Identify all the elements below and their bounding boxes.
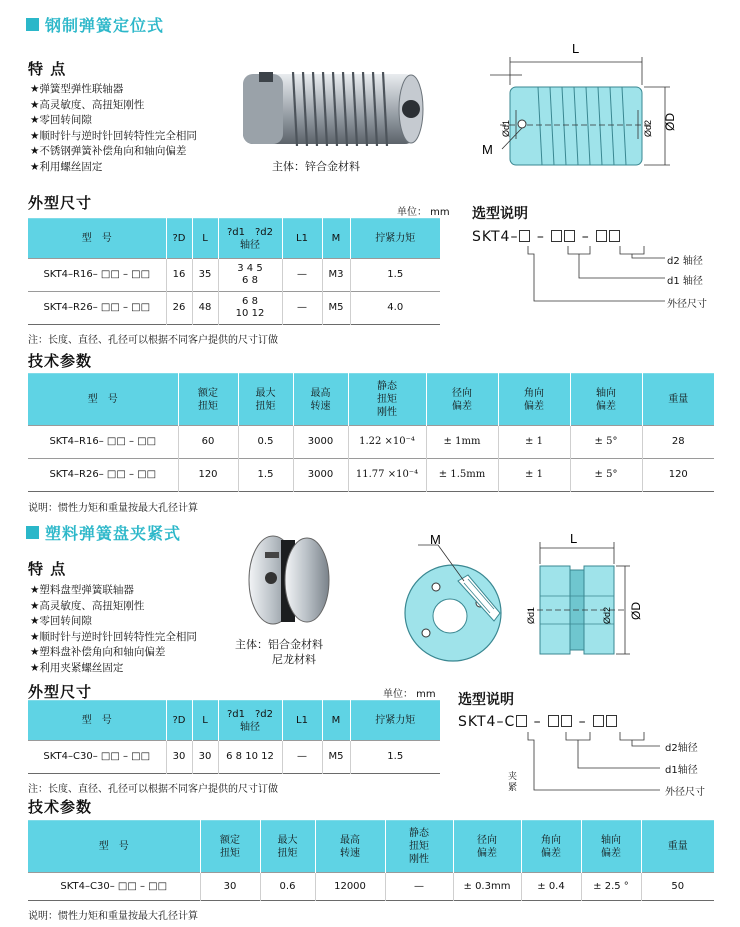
section1-selection-title: 选型说明 <box>472 206 528 222</box>
code-box <box>609 230 620 242</box>
code-box <box>564 230 575 242</box>
col-header: ?D <box>166 701 192 741</box>
selection-label-d1: d1 轴径 <box>667 276 703 287</box>
col-header: L <box>192 219 218 259</box>
section2-front-view-drawing <box>398 533 508 665</box>
section2-tech-title: 技术参数 <box>28 798 93 816</box>
disc-coupling-photo <box>245 530 335 630</box>
col-header: ?d1 ?d2 轴径 <box>218 701 282 741</box>
selection-label-od: 外径尺寸 <box>667 299 707 310</box>
col-header: 型 号 <box>28 701 166 741</box>
col-header: 径向 偏差 <box>426 374 498 426</box>
col-header: L1 <box>282 219 322 259</box>
col-header: 静态 扭矩 刚性 <box>348 374 426 426</box>
section1-tech-table <box>28 373 714 492</box>
section2-side-view-drawing <box>512 530 652 670</box>
section2-selection-code: SKT4–C – – <box>458 714 618 730</box>
feature-item: ★高灵敏度、高扭矩刚性 <box>30 98 145 111</box>
section2-dimension-title: 外型尺寸 <box>28 683 93 701</box>
col-header: 额定 扭矩 <box>178 374 238 426</box>
col-header: 最大 扭矩 <box>260 821 315 873</box>
feature-item: ★零回转间隙 <box>30 114 92 126</box>
section1-dimension-title: 外型尺寸 <box>28 194 93 212</box>
dimension-L-label: L <box>570 531 578 546</box>
dimension-D-label: ØD <box>629 602 643 620</box>
section2-dimension-note: 注：长度、直径、孔径可以根据不同客户提供的尺寸订做 <box>28 784 278 795</box>
table-row: SKT4–C30– □□ – □□ 30 0.6 12000 — ± 0.3mm ± 0.4 ± 2.5 ° 50 <box>28 873 714 901</box>
section1-features-list <box>30 82 197 175</box>
code-box <box>596 230 607 242</box>
code-box <box>606 715 617 727</box>
col-header: 静态 扭矩 刚性 <box>385 821 453 873</box>
feature-item: ★利用螺丝固定 <box>30 160 103 173</box>
col-header: 角向 偏差 <box>521 821 581 873</box>
feature-item: ★利用夹紧螺丝固定 <box>30 661 124 674</box>
feature-item: ★顺时针与逆时针回转特性完全相同 <box>30 630 197 643</box>
selection-label-clamp: 夹 紧 <box>508 772 518 793</box>
section1-tech-note: 说明：惯性力矩和重量按最大孔径计算 <box>28 503 198 514</box>
col-header: ?d1 ?d2 轴径 <box>218 219 282 259</box>
col-header: 轴向 偏差 <box>570 374 642 426</box>
selection-label-od: 外径尺寸 <box>665 787 705 798</box>
col-header: L <box>192 701 218 741</box>
col-header: 角向 偏差 <box>498 374 570 426</box>
col-header: 径向 偏差 <box>453 821 521 873</box>
section2-tech-note: 说明：惯性力矩和重量按最大孔径计算 <box>28 911 198 922</box>
feature-item: ★高灵敏度、高扭矩刚性 <box>30 599 145 612</box>
col-header: 拧紧力矩 <box>350 219 440 259</box>
section2-selection-title: 选型说明 <box>458 692 514 708</box>
code-box <box>519 230 530 242</box>
col-header: M <box>322 219 350 259</box>
col-header: 重量 <box>642 374 714 426</box>
section2-dimension-table <box>28 700 440 774</box>
square-bullet-icon <box>26 18 39 31</box>
dimension-d1-label: Ød1 <box>526 606 536 624</box>
section1-unit: 单位： mm <box>397 207 450 218</box>
section1-selection-code: SKT4– – – <box>472 229 621 245</box>
feature-item: ★弹簧型弹性联轴器 <box>30 83 124 95</box>
code-box <box>551 230 562 242</box>
code-box <box>561 715 572 727</box>
col-header: 型 号 <box>28 219 166 259</box>
section2-features-title: 特 点 <box>28 560 67 578</box>
section1-tech-title: 技术参数 <box>28 352 93 370</box>
col-header: 型 号 <box>28 374 178 426</box>
spring-coupling-photo <box>235 52 425 157</box>
selection-label-d1: d1轴径 <box>665 765 698 776</box>
table-row: SKT4–R16– □□ – □□ 60 0.5 3000 1.22 ×10⁻⁴ ± 1mm ± 1 ± 5° 28 <box>28 426 714 459</box>
section2-features-list <box>30 583 197 676</box>
section1-material-caption: 主体：锌合金材料 <box>272 160 360 173</box>
section2-tech-table <box>28 820 714 901</box>
section1-dimension-note: 注：长度、直径、孔径可以根据不同客户提供的尺寸订做 <box>28 335 278 346</box>
table-row: SKT4–C30– □□ – □□ 30 30 6 8 10 12 — M5 1.5 <box>28 741 440 774</box>
dimension-D-label: ØD <box>663 113 677 131</box>
col-header: 轴向 偏差 <box>581 821 641 873</box>
dimension-M-label: M <box>430 532 441 547</box>
section1-dimension-table <box>28 218 440 325</box>
dimension-d2-label: Ød2 <box>602 606 612 624</box>
dimension-M-label: M <box>482 142 493 157</box>
col-header: 最大 扭矩 <box>238 374 293 426</box>
table-row: SKT4–R26– □□ – □□ 120 1.5 3000 11.77 ×10⁻⁴ ± 1.5mm ± 1 ± 5° 120 <box>28 459 714 492</box>
section1-features-title: 特 点 <box>28 60 67 78</box>
col-header: 拧紧力矩 <box>350 701 440 741</box>
dimension-d2-label: Ød2 <box>643 119 653 137</box>
feature-item: ★不锈钢弹簧补偿角向和轴向偏差 <box>30 145 187 157</box>
feature-item: ★塑料盘补偿角向和轴向偏差 <box>30 646 166 658</box>
dimension-d1-label: Ød1 <box>501 119 511 137</box>
section2-material-caption-1: 主体：铝合金材料 <box>235 638 323 651</box>
col-header: L1 <box>282 701 322 741</box>
square-bullet-icon <box>26 526 39 539</box>
dimension-L-label: L <box>572 41 580 56</box>
section2-title: 塑料弹簧盘夹紧式 <box>26 521 181 544</box>
col-header: 重量 <box>641 821 714 873</box>
feature-item: ★顺时针与逆时针回转特性完全相同 <box>30 129 197 142</box>
feature-item: ★塑料盘型弹簧联轴器 <box>30 584 134 596</box>
section2-material-caption-2: 尼龙材料 <box>272 653 316 666</box>
selection-label-d2: d2 轴径 <box>667 256 703 267</box>
section1-dimension-drawing <box>478 35 693 180</box>
col-header: 最高 转速 <box>315 821 385 873</box>
table-row: SKT4–R16– □□ – □□ 16 35 3 4 5 6 8 — M3 1.5 <box>28 259 440 292</box>
col-header: ?D <box>166 219 192 259</box>
code-box <box>548 715 559 727</box>
col-header: 型 号 <box>28 821 200 873</box>
code-box <box>516 715 527 727</box>
table-row: SKT4–R26– □□ – □□ 26 48 6 8 10 12 — M5 4.0 <box>28 292 440 325</box>
section2-unit: 单位： mm <box>383 689 436 700</box>
code-box <box>593 715 604 727</box>
feature-item: ★零回转间隙 <box>30 615 92 627</box>
selection-label-d2: d2轴径 <box>665 743 698 754</box>
col-header: M <box>322 701 350 741</box>
col-header: 最高 转速 <box>293 374 348 426</box>
section1-title: 钢制弹簧定位式 <box>26 13 164 36</box>
col-header: 额定 扭矩 <box>200 821 260 873</box>
